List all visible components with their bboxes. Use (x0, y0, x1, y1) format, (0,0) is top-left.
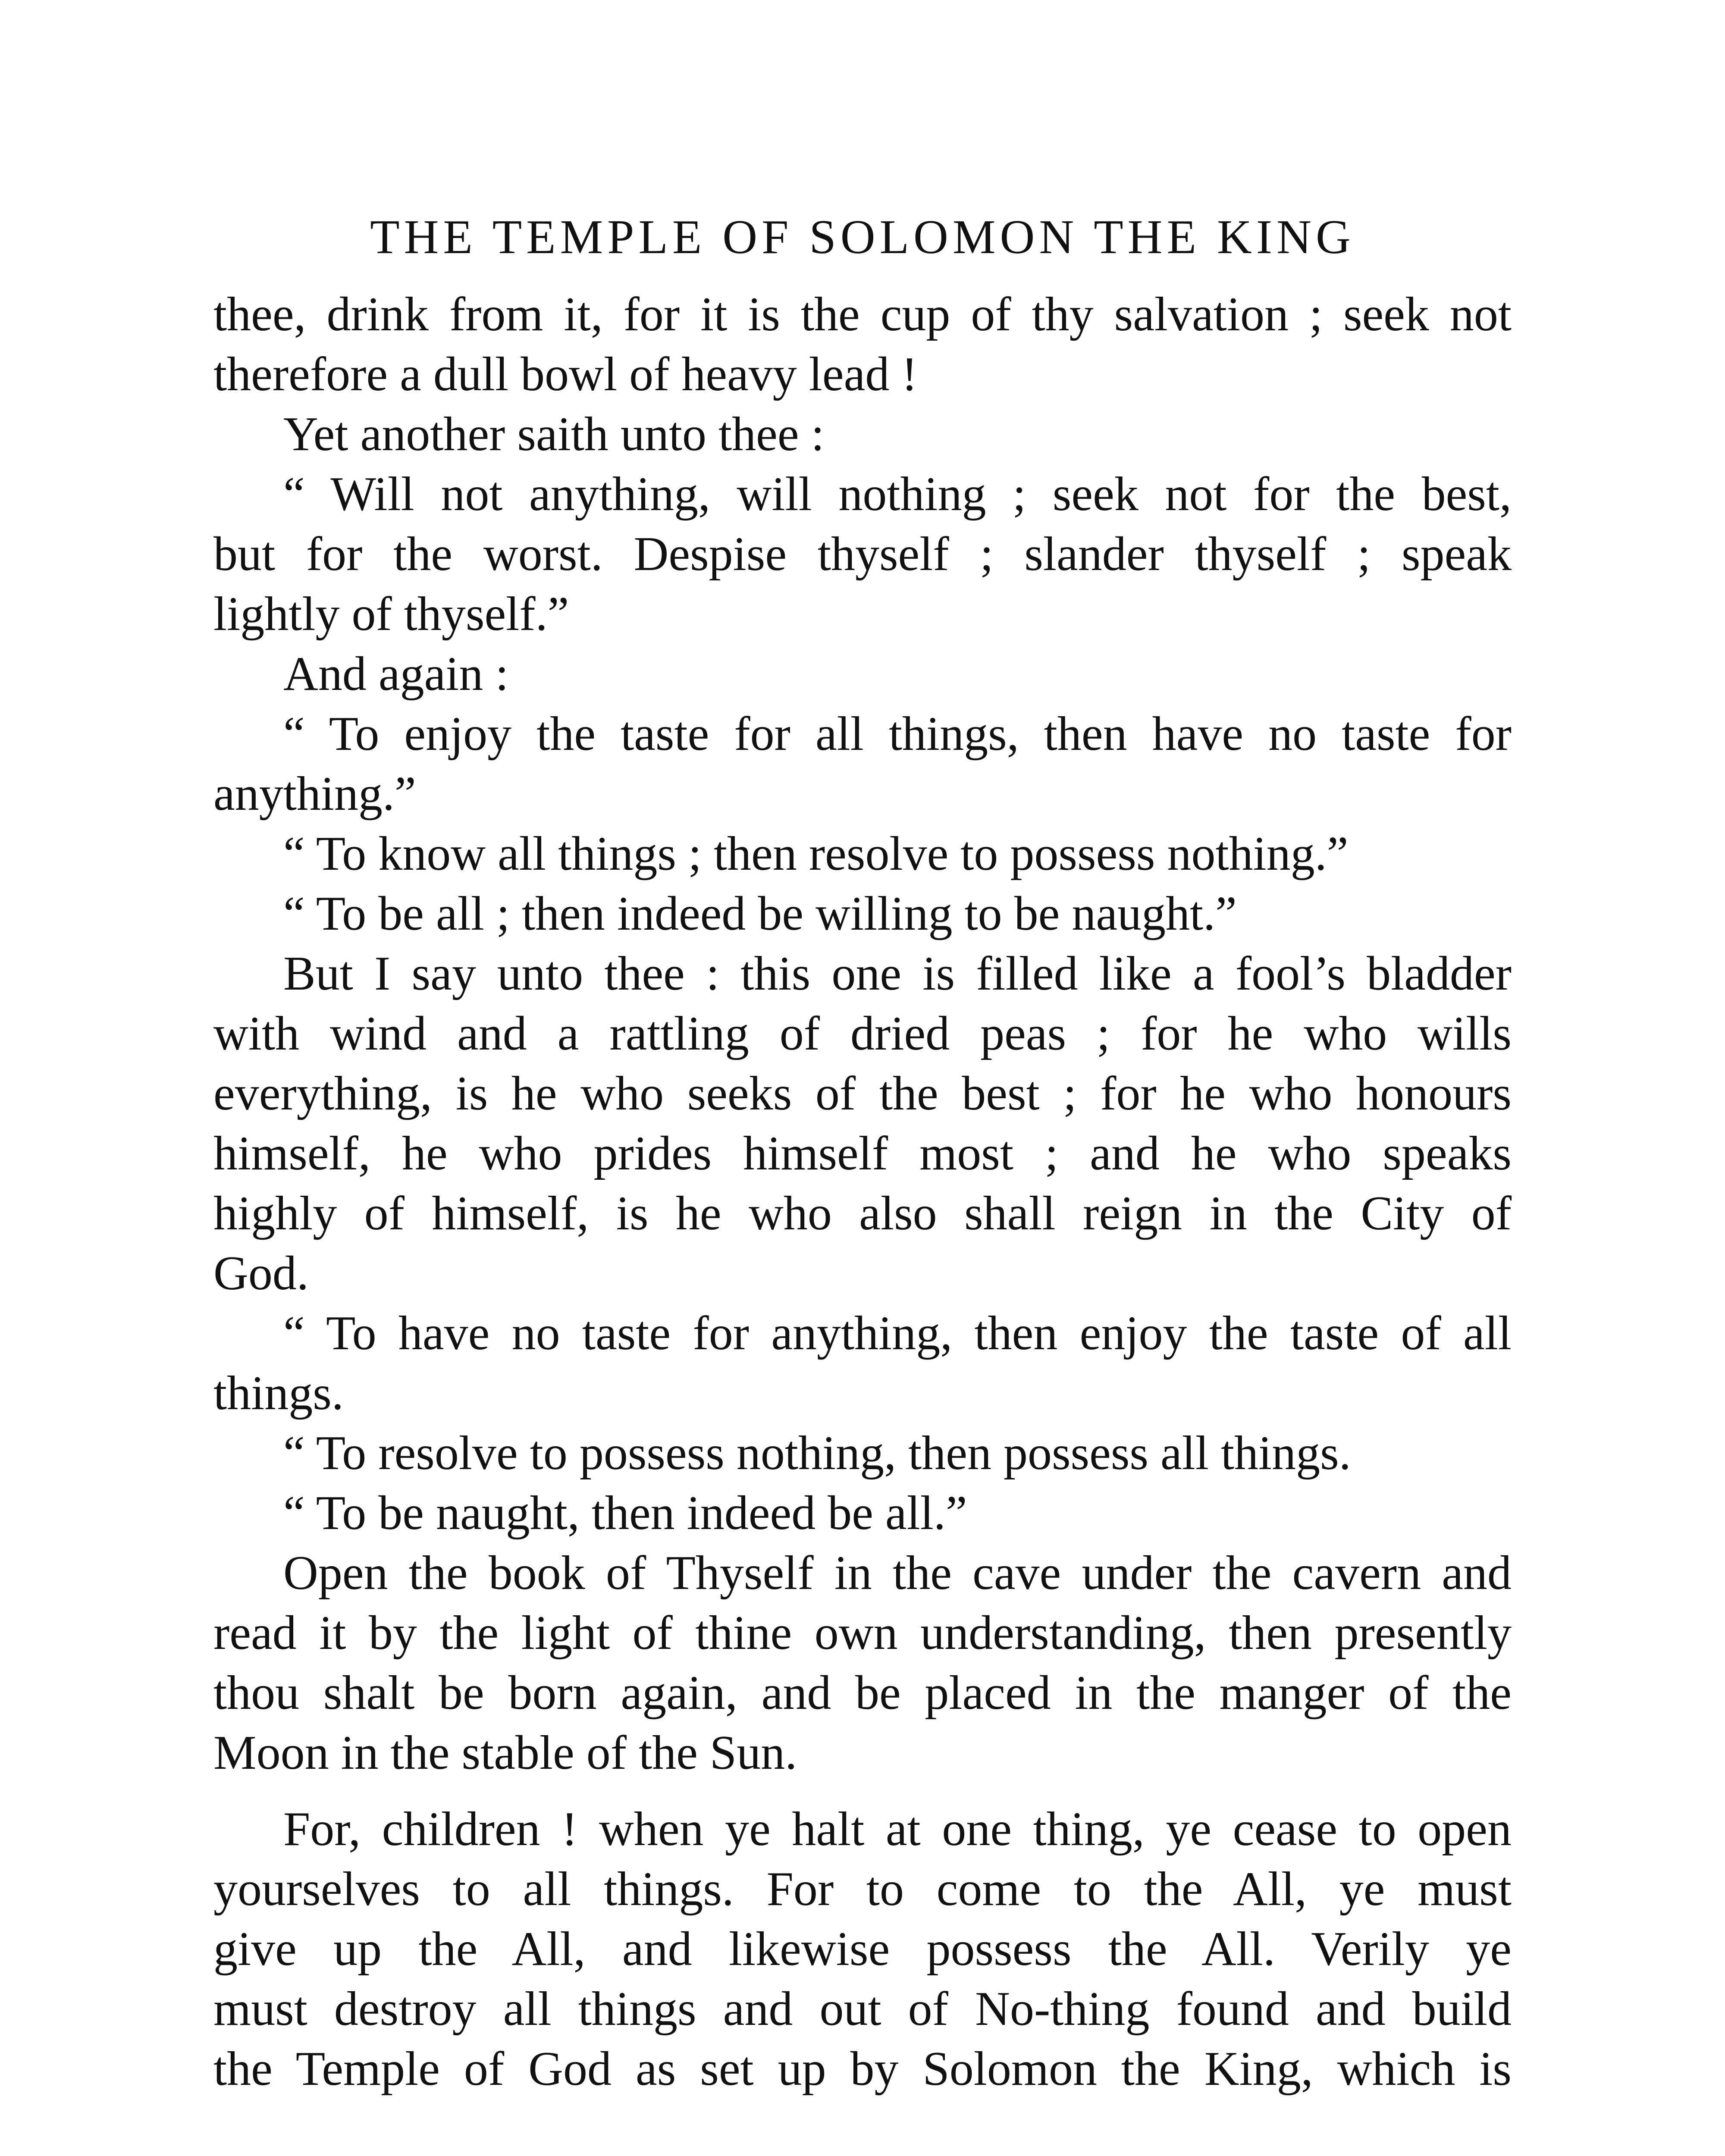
text-line: but for the worst. Despise thyself ; slander thyself ; speak (213, 527, 1512, 581)
text-line: therefore a dull bowl of heavy lead ! (213, 348, 918, 401)
text-line: read it by the light of thine own understanding, then presently (213, 1606, 1512, 1660)
text-line: Yet another saith unto thee : (283, 407, 825, 461)
running-head: THE TEMPLE OF SOLOMON THE KING (370, 210, 1355, 264)
text-line: For, children ! when ye halt at one thing, ye cease to open (283, 1802, 1512, 1856)
text-line: give up the All, and likewise possess the All. Verily ye (213, 1922, 1512, 1976)
text-line: But I say unto thee : this one is filled like a fool’s bladder (283, 947, 1512, 1000)
text-line: Open the book of Thyself in the cave under the cavern and (283, 1546, 1512, 1600)
text-line: yourselves to all things. For to come to the All, ye must (213, 1862, 1512, 1916)
text-line: And again : (283, 647, 509, 701)
text-line: thee, drink from it, for it is the cup of thy salvation ; seek not (213, 288, 1512, 341)
text-line: God. (213, 1247, 309, 1300)
text-line: must destroy all things and out of No-thing found and build (213, 1982, 1512, 2036)
text-line: “ To have no taste for anything, then enjoy the taste of all (283, 1307, 1512, 1360)
body-text (213, 285, 1512, 2099)
text-line: Moon in the stable of the Sun. (213, 1726, 797, 1780)
text-line: with wind and a rattling of dried peas ; for he who wills (213, 1007, 1512, 1060)
text-line: “ To know all things ; then resolve to possess nothing.” (283, 827, 1349, 881)
text-line: anything.” (213, 767, 416, 821)
text-line: “ To be naught, then indeed be all.” (283, 1486, 967, 1540)
text-line: himself, he who prides himself most ; and he who speaks (213, 1127, 1512, 1180)
text-line: everything, is he who seeks of the best ; for he who honours (213, 1067, 1512, 1120)
text-line: “ To be all ; then indeed be willing to be naught.” (283, 887, 1237, 940)
text-line: the Temple of God as set up by Solomon the King, which is (213, 2042, 1512, 2096)
text-line: thou shalt be born again, and be placed in the manger of the (213, 1666, 1512, 1720)
paragraph-gap (213, 1783, 1512, 1799)
text-line: “ To enjoy the taste for all things, then have no taste for (283, 707, 1512, 761)
text-line: “ Will not anything, will nothing ; seek not for the best, (283, 467, 1512, 521)
text-line: things. (213, 1366, 344, 1420)
text-line: “ To resolve to possess nothing, then possess all things. (283, 1426, 1351, 1480)
text-line: highly of himself, is he who also shall reign in the City of (213, 1187, 1512, 1240)
text-line: lightly of thyself.” (213, 587, 569, 641)
